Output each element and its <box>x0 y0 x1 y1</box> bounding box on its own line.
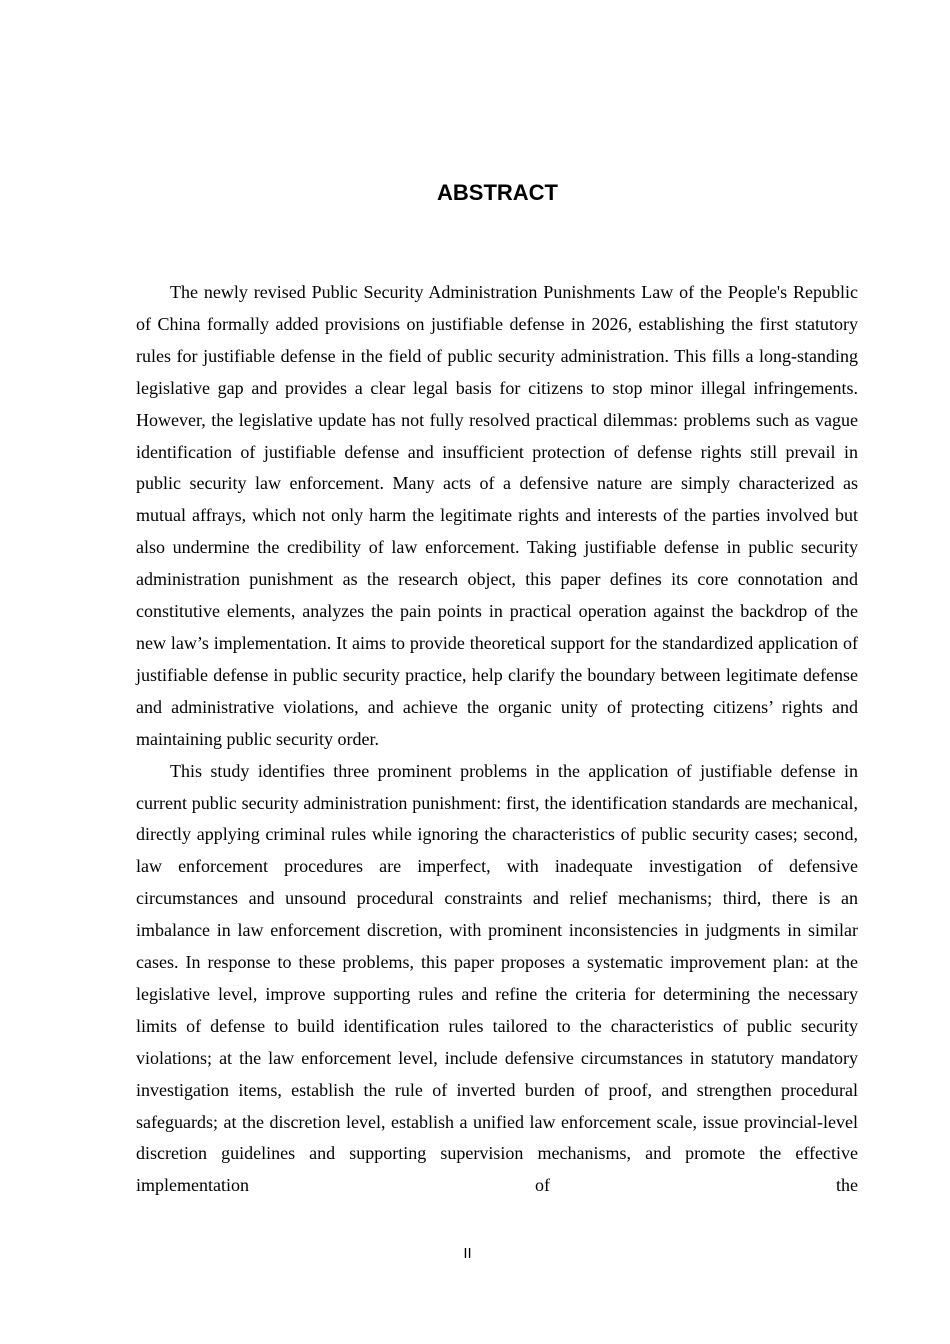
abstract-title: ABSTRACT <box>437 180 558 205</box>
abstract-paragraph-1: The newly revised Public Security Administration Punishments Law of the People's Republic of China formally added provisions on justifiable defense in 2026, establishing the first statutory rules for justifiable defense in the field of public security administration. This fills a long-standing legislative gap and provides a clear legal basis for citizens to stop minor illegal infringements. However, the legislative update has not fully resolved practical dilemmas: problems such as vague identification of justifiable defense and insufficient protection of defense rights still prevail in public security law enforcement. Many acts of a defensive nature are simply characterized as mutual affrays, which not only harm the legitimate rights and interests of the parties involved but also undermine the credibility of law enforcement. Taking justifiable defense in public security administration punishment as the research object, this paper defines its core connotation and constitutive elements, analyzes the pain points in practical operation against the backdrop of the new law’s implementation. It aims to provide theoretical support for the standardized application of justifiable defense in public security practice, help clarify the boundary between legitimate defense and administrative violations, and achieve the organic unity of protecting citizens’ rights and maintaining public security order. <box>136 282 858 749</box>
abstract-body <box>136 277 858 1202</box>
page-number: II <box>463 1245 472 1262</box>
abstract-paragraph-2: This study identifies three prominent problems in the application of justifiable defense in current public security administration punishment: first, the identification standards are mechanical, directly applying criminal rules while ignoring the characteristics of public security cases; second, law enforcement procedures are imperfect, with inadequate investigation of defensive circumstances and unsound procedural constraints and relief mechanisms; third, there is an imbalance in law enforcement discretion, with prominent inconsistencies in judgments in similar cases. In response to these problems, this paper proposes a systematic improvement plan: at the legislative level, improve supporting rules and refine the criteria for determining the necessary limits of defense to build identification rules tailored to the characteristics of public security violations; at the law enforcement level, include defensive circumstances in statutory mandatory investigation items, establish the rule of inverted burden of proof, and strengthen procedural safeguards; at the discretion level, establish a unified law enforcement scale, issue provincial-level discretion guidelines and supporting supervision mechanisms, and promote the effective implementation of the <box>136 760 858 1196</box>
